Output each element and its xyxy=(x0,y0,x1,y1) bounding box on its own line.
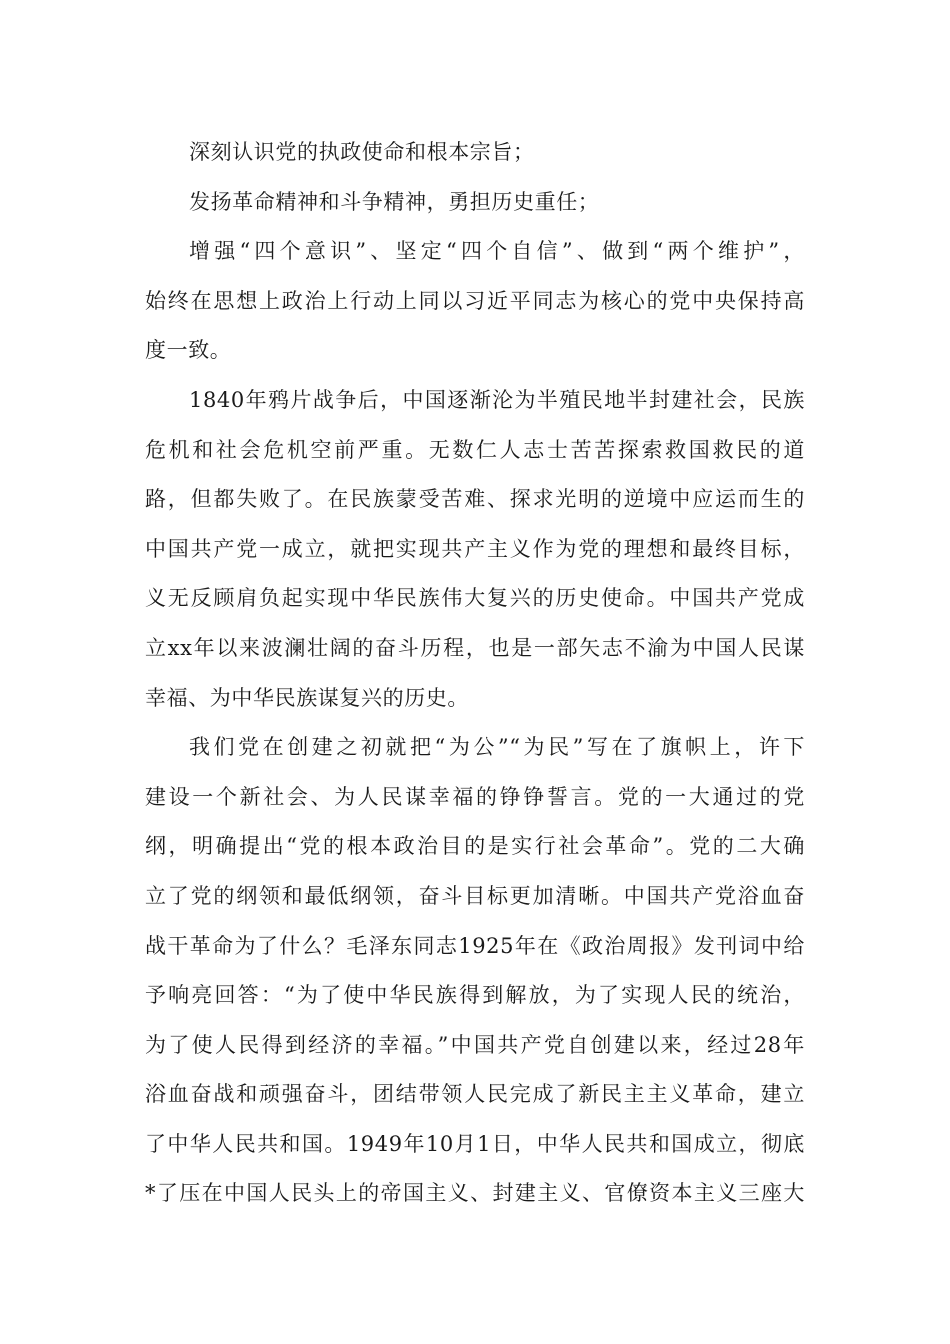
text-line: 增强“四个意识”、坚定“四个自信”、做到“两个维护”， xyxy=(189,239,805,264)
text-line: 1840年鸦片战争后，中国逐渐沦为半殖民地半封建社会，民族 xyxy=(189,387,805,412)
text-line: 为了使人民得到经济的幸福。”中国共产党自创建以来，经过28年 xyxy=(145,1032,805,1057)
text-line: 纲，明确提出“党的根本政治目的是实行社会革命”。党的二大确 xyxy=(145,834,805,859)
text-line: 中国共产党一成立，就把实现共产主义作为党的理想和最终目标， xyxy=(145,536,805,561)
text-line: 发扬革命精神和斗争精神，勇担历史重任； xyxy=(189,189,600,214)
text-line: 义无反顾肩负起实现中华民族伟大复兴的历史使命。中国共产党成 xyxy=(145,586,805,611)
text-line: 了中华人民共和国。1949年10月1日，中华人民共和国成立，彻底 xyxy=(145,1131,805,1156)
text-line: 立了党的纲领和最低纲领，奋斗目标更加清晰。中国共产党浴血奋 xyxy=(145,883,805,908)
text-line: 始终在思想上政治上行动上同以习近平同志为核心的党中央保持高 xyxy=(145,288,805,313)
document-page xyxy=(145,128,805,1219)
text-line: 战干革命为了什么？毛泽东同志1925年在《政治周报》发刊词中给 xyxy=(145,933,805,958)
text-line: 路，但都失败了。在民族蒙受苦难、探求光明的逆境中应运而生的 xyxy=(145,487,805,512)
text-line: 深刻认识党的执政使命和根本宗旨； xyxy=(189,140,535,164)
text-line: 浴血奋战和顽强奋斗，团结带领人民完成了新民主主义革命，建立 xyxy=(145,1082,805,1107)
text-line: 危机和社会危机空前严重。无数仁人志士苦苦探索救国救民的道 xyxy=(145,437,805,462)
text-line: 我们党在创建之初就把“为公”“为民”写在了旗帜上，许下 xyxy=(189,735,805,760)
text-line: 度一致。 xyxy=(145,338,232,363)
text-line: *了压在中国人民头上的帝国主义、封建主义、官僚资本主义三座大 xyxy=(145,1181,805,1206)
text-line: 予响亮回答：“为了使中华民族得到解放，为了实现人民的统治， xyxy=(145,983,805,1008)
text-line: 幸福、为中华民族谋复兴的历史。 xyxy=(145,685,469,710)
text-line: 建设一个新社会、为人民谋幸福的铮铮誓言。党的一大通过的党 xyxy=(145,784,805,809)
text-line: 立xx年以来波澜壮阔的奋斗历程，也是一部矢志不渝为中国人民谋 xyxy=(145,635,805,660)
